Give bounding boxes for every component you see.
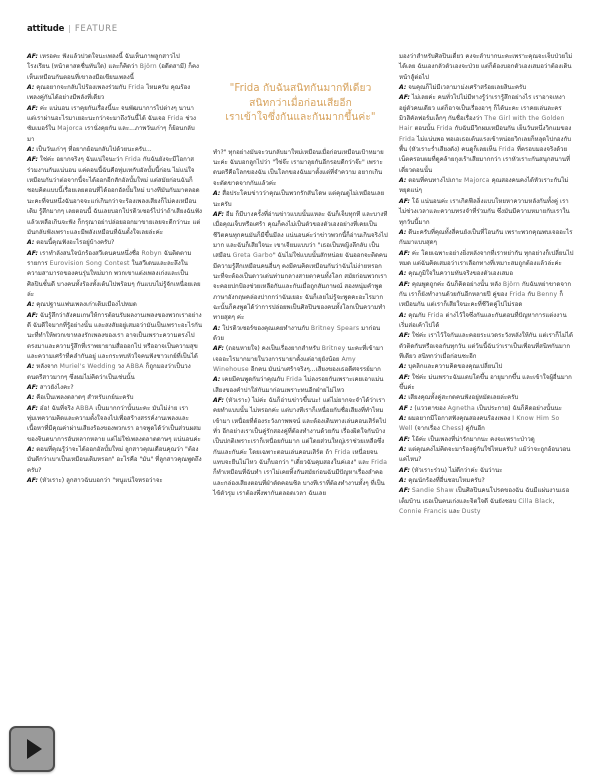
- article-paragraph: AF: สาวยังไงคะ?: [27, 384, 74, 391]
- article-paragraph: AF: คุณพูดถูกค่ะ ฉันก็คิดอย่างนั้น หลัง Björn กับฉันหย่าขาดจากกัน เราก็ยังทำงานด้วยกันอีกหลายปี คู่ของ Frida กับ Benny ก็เหมือนกัน แต่เราก็เสียใจนะคะที่ชีวิตคู่ไปไม่รอด: [399, 280, 572, 309]
- column-2-text: [213, 148, 388, 500]
- article-column-2: [213, 52, 388, 764]
- article-paragraph: AF: (ถอนหายใจ) คงเป็นเรื่องยากสำหรับ Britney นะคะที่เข้ามาเจออะไรมากมายในวงการมายาตั้งแต่อายุยังน้อย Amy Winehouse อีกคน มันน่าเศร้าจริงๆ...เสียงของเธอดีศจรรย์มาก: [213, 345, 384, 373]
- article-columns: [27, 52, 574, 764]
- article-paragraph: AF: โอ้ แน่นอนค่ะ เราเกิดฟีลลิ่งแบบโหยหาความหลังกันทั้งคู่ เราไม่ช่วงเวลาและความทรงจำที่ร่วมกัน ซึ่งมันมีความหมายกับเราในทุกวันนี้มาก: [399, 197, 570, 226]
- column-1-text: [27, 52, 202, 486]
- article-paragraph: AF: ค่ะ โดยเฉพาะอย่างยิ่งหลังจากที่เราหย่ากัน ทุกอย่างก็เปลี่ยนไปหมด แต่ฉันคิดเสมอว่าเราเลือกทางที่เหมาะสมถูกต้องแล้วล่ะค่ะ: [399, 249, 574, 267]
- article-paragraph: A: โปรดิวเซอร์ของคุณเคยทำงานกับ Britney Spears มาก่อนด้วย: [213, 324, 381, 342]
- article-paragraph: A: บุคลิกและความคิดของคุณเปลี่ยนไป: [399, 363, 503, 371]
- article-paragraph: AF: ค่ะ แน่นอน เราคุยกันเรื่องนี้นะ จนพัฒนาการไปต่างๆ นานา แต่เราผ่านอะไรมาเยอะนะกว่าจะมาถึงวันนี้ได้ ฉันเจอ Frida ช่วงซัมเมอร์ใน Majorca เรานั่งคุยกัน และ...ภาพวันเก่าๆ ก็ย้อนกลับมา: [27, 104, 196, 143]
- article-paragraph: AF: เราทำลังสนใจนักร้องสวีเดนคนหนึ่งชื่อ Robyn ฉันติดตามรายการ Eurovision Song Contest ในสวีเดนและละลึงในความสามารถของคนรุ่นใหม่มาก พวกเขาแต่งเพลงเก่งและเป็นศิลปินชั้นดี บางคนทั้งร้องทั้งเต้นไปพร้อมๆ กันแบบไม่รู้จักเหนื่อยเลยล่ะ: [27, 249, 201, 298]
- article-paragraph: AF: (หัวเราะ) ไม่ค่ะ ฉันก็อ่านข่าวขึ้นนะ! แต่ไม่ยากจะจำได้ว่าเราคยทำแบบนั้น ไม่หรอกค่ะ แต่บางทีเราก็เหนื่อยกับชื่อเสียงที่ทำไหมเข้ามา เหนื่อยที่ต้องระวังภาพพจน์ และต้องเดินทางเล่นคอนเสิร์ตไปทั่ว อีกอย่างเราเป็นคู่รักสองคู่ที่ต้องทำงานด้วยกัน เรื่องผิดใจกันบ้างเป็นปกติเพราะเราก็เหนื่อยกันมาก แต่โดยส่วนใหญ่เราช่วยเหลือซึ่งกันและกันค่ะ โดยเฉพาะตอนเล่นคอนเสิร์ต ถ้า Frida เหนื่อยจนแทบจะยืนไม่ไหว ฉันก็บอกว่า "เดี๋ยวฉันคุมสองในค่เอง" และ Frida ก็ทำเหมือนที่ฉันทำ เราไม่เคยทิ้งกันสมัยก่อนฉันมีปัญหาเรื่องลำคอและกล่องเสียงตอนที่ฝ่าตัดคอนซิล บางทีเราที่ต้องทำงานทั้งๆ ที่เป็นไข้ตัวรุม เราต้องพึ่งพากันตลอดเวลา ฉันเลย: [213, 397, 388, 498]
- article-paragraph: A: ตอนนี้คุณฟังอะไรอยู่บ้างครับ?: [27, 239, 115, 247]
- pull-quote: [213, 52, 388, 148]
- article-paragraph: A: หลังจาก Muriel's Wedding วง ABBA ก็ถูกมองว่าเป็นวงดนตรีสาวมากๆ ซึ่งผมไม่คิดว่าเป็นเช่นนั้น: [27, 363, 191, 381]
- article-paragraph: A: คือเป็นเพลงตลาดๆ สำหรับเกย์นะครับ: [27, 394, 134, 402]
- play-icon: [27, 739, 42, 759]
- article-paragraph: AF: เหรอคะ ฟังแล้วปวดใจนะเพลงนี้ ฉันเห็นภาพลูกสาวไปโรงเรียน (หน้าตาสดชื่นทันใด) และก็คิดว่า Björn (อดีตสามี) ก็คงเห็นเหมือนกันตอนที่เขาลงมือเขียนเพลงนี้: [27, 53, 199, 81]
- article-paragraph: มองว่าสำหรับศิลปินเดี่ยว คงจะลำบากนะคะเพราะคุณจะเจ็บป่วยไม่ได้เลย ฉันเองกลัวตัวเองจะป่วย แต่ก็ต้องบอกตัวเองเสมอว่าต้องเดินหน้าสู้ต่อไป: [399, 53, 573, 81]
- pull-quote-line-1: "Frida กับฉันสนิทกันมากทีเดียว: [229, 83, 372, 94]
- play-button[interactable]: [9, 726, 55, 772]
- article-paragraph: A: ผมอยากมีโอกาสฟังคุณสองคนร้องเพลง I Know Him So Well (จากเรื่อง Chess) คู่กันอีก: [399, 415, 560, 433]
- article-paragraph: A: ตอนที่คุณรู้ว่าจะได้ออกอัลบั้มใหม่ ลูกสาวคุณเดือนคุณว่า "ต้องมันดีกว่าเบาเป็นเหมือนเดิมหรอก" อะไรคือ "มัน" ที่ลูกสาวคุณพูดถึงครับ?: [27, 446, 202, 474]
- article-paragraph: A: คุณนักร้องที่อื่นชอบไหมครับ?: [399, 477, 485, 485]
- article-paragraph: A: เสียงคุณทั้งคู่สะกดคนฟังอยู่หมัดเลยล่ะครับ: [399, 394, 519, 402]
- column-3-text: [399, 52, 574, 517]
- article-paragraph: A: แต่คุณคงไม่คิดจะมาร้องคู่กันใช่ไหมครับ? แม้ว่าจะถูกอ้อนวอนแค่ไหน?: [399, 446, 571, 464]
- article-column-3: [399, 52, 574, 764]
- runhead-separator: |: [68, 24, 71, 33]
- runhead-section: FEATURE: [74, 24, 118, 34]
- article-paragraph: AF: อ๋อ! ฉันที่จริง ABBA เป็นมากกว่านั้นนะคะ มันไม่ง่าย เราทุ่มเทความคิดและความตั้งใจลงไปเพื่อสร้างสรรค์งานเพลงและเนื้อหาที่มีคุณค่าผ่านเสียงร้องของพวกเรา อาจพูดได้ว่าเป็นส่วนผสมของจินตนาการอันหลากหลาย แต่ไม่ใช่เพลงตลาดดาษๆ แน่นอนค่ะ: [27, 404, 201, 443]
- article-paragraph: A: คุณปฐานแฟนเพลงเก่าเดิมเมืองไปหมด: [27, 301, 137, 309]
- article-paragraph: AF: โอ้ค่ะ เป็นเพลงที่น่ารักมากนะ คงจะเพราะป่าวดู: [399, 435, 535, 443]
- article-paragraph: AF : (แววตาของ Agnetha เป็นประกาย) ฉันก็คิดอย่างนั้นนะ: [399, 404, 562, 412]
- article-paragraph: A: คุณกับ Frida ต่างไว้ใจซึ่งกันและกันตอนที่ปัญหาการแต่งงานเริ่มส่อเค้าไปได้: [399, 311, 567, 329]
- article-paragraph: A: คุณอยากจะกลับไปร้องเพลงร่วมกับ Frida ไหมครับ คุณร้องเพลงคู่กันได้อย่างมีพลังที่เดียว: [27, 84, 191, 102]
- pull-quote-line-2: สนิทกว่าเมื่อก่อนเสียอีก: [249, 97, 352, 109]
- article-column-1: [27, 52, 202, 764]
- article-paragraph: AF: Sandie Shaw เป็นศิลปินคนโปรดของฉัน ฉันมีแผ่นงานเธอเต็มบ้าน เธอเป็นคนเก่งและจิตใจดี ฉันยังชอบ Cilla Black, Connie Francis และ Dusty: [399, 487, 570, 516]
- article-paragraph: A: เคยมีคนพูดกันว่าคุณกับ Frida ไม่ลงรอยกันเพราะเคยเอาแม่นเสียงของคำปาใส่กันมาก่อนเพราะทนอีกฝ่ายไม่ไหว: [213, 376, 384, 394]
- running-head: [27, 24, 118, 34]
- article-paragraph: A: ตอนที่คนทางไปเกาะ Majorca คุณสองคนคงได้หัวเราะกันไม่หยุดแน่ๆ: [399, 177, 569, 195]
- magazine-brand: attitude: [27, 24, 65, 34]
- article-paragraph: AF: อืม ก็มีบางครั้งที่อ่านข่าวแบบนั้นแหละ ฉันก็เจ็บทุกที และบางทีเมื่อคุณเจ็บหรือเศร้า คุณก็คงไม่เป็นตัวของตัวเองอย่างที่เคยเป็น ชีวิตคนทุกคนมันก็มีขึ้นมีลง แน่นอนค่ะว่าข่าวพวกนี้ก็อ่านเกินจริงไปมาก และฉันก็เสียใจนะ เขาเจียมแบบว่า "เธอเป็นหญิงลึกลับ เป็นเสมือน Greta Garbo" ฉันไม่ใช่แบบนั้นสักหน่อย ฉันออกจะติดคน มีความรู้สึกเหมือนคนอื่นๆ คงมีคนคิดเหมือนกันว่าฉันไม่ง่ายหรอกนะที่จะต้องเป็นดาวเด่นท่ามกลางสายตาคนทั้งโลก สมัยก่อนพวกเราจะคอยปกป้องช่วยเหลือกันและกันเมื่อถูกสัมภาษณ์ สองหนุ่มคำพูดภาษาอังกฤษคล่องปากกว่าฉันเยอะ ฉันก็เลยไม่รู้จะพูดคะอะไรมาก ฉะนั้นก็คงพูดได้ว่าการปล่อยพเป็นศิลปินของคนทั้งโลกเป็นความทำทายสุดๆ ค่ะ: [213, 210, 388, 322]
- pull-quote-line-3: เราเข้าใจซึ่งกันและกันมากขึ้นค่ะ": [225, 112, 376, 124]
- article-paragraph: ทำ?" ทุกอย่างมันจะวนกลับมาใหม่เหมือนเมื่อก่อนเหมือนเป้าหมายนะค่ะ ฉันบอกลูกไปว่า "ใช่จ๊ะ เรามาลุยกันอีกรอบดีกว่าจ๊ะ" เพราะดนตรีคือโลกของฉัน เป็นโลกของฉันมาตั้งแต่ที่จำความ อยากเกินจะตัดขาดจากกันแล้วค่ะ: [213, 148, 384, 187]
- article-paragraph: AF: (หัวเราะ) ลูกสาวฉันบอกว่า "หนูแน่ใจหรอว่าจะ: [27, 477, 163, 485]
- article-paragraph: AF: (หัวเราะร่วน) ไม่ดีกว่าค่ะ ฉันว่านะ: [399, 466, 503, 474]
- article-paragraph: AF: ใช่ค่ะ เราไว้ใจกันและคอยระแวดระวังหลังให้กัน แต่เราก็ไม่ได้ตัวติดกันหรือเจอกันทุกวัน แต่ว้นนี้ฉันว่าเราเป็นเพื่อนที่สนิทกันมากทีเดียว สนิทกว่าเมื่อก่อนซะอีก: [399, 332, 573, 360]
- article-paragraph: A: เป็นวันเก่าๆ ที่อยากย้อนกลับไปด้วยนะครับ...: [27, 146, 152, 154]
- article-paragraph: A: จนคุณก็ไม่มีเวลามาม่งเศร้าสร้อยเลยสินะครับ: [399, 84, 527, 92]
- article-paragraph: AF: ไม่เลยค่ะ คนทั่วไปไม่มีทางรู้ว่าเรารู้สึกอย่างไร เราอาจเหงา อยู่ตัวคนเดียว แต่ก็อาจเป็นเรื่องอาๆ ก็ได้นะคะ เราคยเล่นละครมิวสิคัลฟอร์มเล็กๆ กันชื่อเรื่องว่า The Girl with the Golden Hair ตอนนั้น Frida กับฉันมีวิกผมเหมือนกัน เย็นวันหนึ่งวิกแมของ Frida ไม่แน่นพอ พอเอเธอเต้นแรงเข้าหน่อยวิกเลยก็หลุดไปกองกับพื้น (หัวเราะร่ำเสียงดัง) คนดูก็เลยเห็น Frida ที่ครอบมองจริงด้วยเน็ตครอบผมที่ดูคล้ายกุงเร้าเสียมากกว่า เราหัวเราะกันสนุกสนานที่เดี่ยวตอนนั้น: [399, 94, 572, 174]
- article-paragraph: AF: ใช่ค่ะ ม่นเพราะฉันแตบโตขึ้น อายุมากขึ้น และเข้าใจผู้อื่นมากขึ้นค่ะ: [399, 373, 572, 391]
- article-paragraph: A: คุณภูมิใจในความทันจริงของตัวเองเสมอ: [399, 270, 513, 278]
- article-paragraph: A: ดีนะครับที่คุณทั้งสี่คนยังเป็นที่โอนกัน เพราะพวกคุณพบเจออะไรกันมาแบบสุดๆ: [399, 228, 573, 247]
- article-paragraph: AF: ใช่ค่ะ อยากจริงๆ ฉันแน่ใจนะว่า Frida กับฉันยังจะมีโอกาสร่วมงานกันแน่นอน แค่ตอนนี้ฉันคือทุ่มเทกับอัลบั้มนี้ก่อน ไม่แน่ใจเหมือนกันว่าต่อจากนี้จะได้ออกอีกสักอัลบั้มใหม่ แต่สมัยก่อนฉันก็ชอบคิดแบบนี้เรื่อยเลยตอนที่ได้ออกอัลบั้มใหม่ บางทีมันกันมาตลอดนะคะที่จนหนึ่งฉันอาจจะแก่เกินกว่าจะร้องเพลงเสียงก็ไม่คงเหมือนเดิม รู้สึกมากๆ เลยตอนนี้ ฉันเลยบอกโปรดิวเซอร์ไปว่าถ้าเสียงฉันฟังแล้วเหลือเกินจะฟัง ก็กรุณาอย่าปล่อยออกมาขายเลยจะดีกว่านะ แต่มันกลับฟังเพราะและมีพลังเหมือนที่ฉันตั้งใจเลยล่ะค่ะ: [27, 156, 202, 236]
- article-paragraph: A: สื่อประโคมข่าวว่าคุณเป็นพวกรักสันโดษ แต่คุณดูไม่เหมือนเลยนะครับ: [213, 190, 385, 208]
- article-paragraph: AF: ฉันรู้สึกว่าสังคมเกษให้การต้อนรับผลงานเพลงของพวกเราอย่างดี ฉันดีใจมากที่รู้อย่างนั้น และสงสัยอยู่เสมอว่ามันเป็นเพราะอะไรกันนะที่ทำให้พวกเขาหลงรักเพลงของเรา อาจเป็นเพราะความตรงไปตรงมาและความรู้สึกที่เราพยายามสื่อออกไป หรืออาจเป็นความสุขและความเศร้าที่คลำกันอยู่ และกระทบหัวใจคนฟังชาวเกย์ที่เป็นได้: [27, 311, 202, 360]
